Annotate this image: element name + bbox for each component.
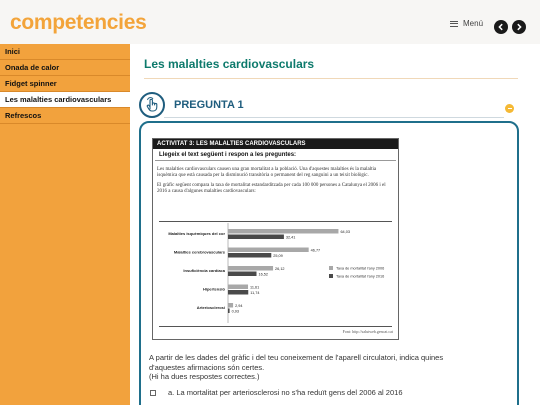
question-text [149,353,504,382]
bar-2016 [228,309,230,314]
chevron-right-icon [515,23,523,31]
bar-2016 [228,290,248,295]
menu-button[interactable] [450,19,483,28]
answer-option-a[interactable] [150,388,403,397]
activity-paragraph-2: El gràfic següent compara la taxa de mortalitat estandarditzada per cada 100 000 persones a Catalunya el 2006 i el 2016 a causa d'algunes malalties cardiovasculars: [157,182,386,194]
question-line-2: d'aquestes afirmacions són certes. [149,362,265,372]
activity-header: ACTIVITAT 3: LES MALALTIES CARDIOVASCULARS [153,139,398,149]
bar-value-label: 25,09 [273,253,283,258]
question-divider [164,117,504,118]
bar-value-label: 0,93 [231,309,239,314]
activity-image [152,138,399,340]
title-divider [144,78,518,79]
answer-checkbox-a[interactable] [150,390,156,396]
mortality-bar-chart [153,219,400,331]
bar-2006 [228,303,233,308]
answer-label-a: a. La mortalitat per arteriosclerosi no s'ha reduït gens del 2006 al 2016 [168,388,403,397]
chevron-left-icon [497,23,505,31]
collapse-toggle[interactable] [505,104,514,113]
bar-value-label: 32,41 [285,235,296,240]
bar-2016 [228,272,256,277]
sidebar-item-refrescos[interactable]: Refrescos [0,108,130,124]
bar-2006 [228,248,309,253]
bar-2016 [228,253,271,258]
sidebar [0,44,130,405]
bar-value-label: 16,52 [258,272,269,277]
sidebar-item-inici[interactable]: Inici [0,44,130,60]
source-credit: Font: http://salutweb.gencat.cat [342,329,393,334]
category-label: Arteriosclerosi [196,305,225,310]
app-logo[interactable]: competencies [10,11,147,34]
category-label: Hipertensió [202,286,225,292]
bar-value-label: 46,77 [310,248,321,253]
sidebar-item-fidget-spinner[interactable]: Fidget spinner [0,76,130,92]
bar-2006 [228,229,338,234]
question-line-3: (Hi ha dues respostes correctes.) [149,372,260,381]
sidebar-item-malalties-cardiovasculars[interactable]: Les malalties cardiovasculars [0,92,130,108]
bar-value-label: 2,94 [235,303,243,308]
bar-2006 [228,285,248,290]
category-label: Malalties isquèmiques del cor [168,231,225,236]
sidebar-item-onada-de-calor[interactable]: Onada de calor [0,60,130,76]
question-line-1: A partir de les dades del gràfic i del teu coneixement de l'aparell circulatori, indica quines [149,353,444,362]
legend-swatch [329,266,333,270]
menu-label: Menú [463,19,484,28]
bar-value-label: 11,61 [250,285,260,290]
top-header [0,0,540,44]
legend-label: Taxa de mortalitat l'any 2016 [336,274,385,279]
bar-value-label: 64,03 [340,229,350,234]
page-title: Les malalties cardiovasculars [144,57,315,71]
chart-bottom-rule [159,326,392,327]
bar-2016 [228,235,284,240]
next-button[interactable] [512,20,526,34]
activity-subheader: Llegeix el text següent i respon a les preguntes: [155,149,396,161]
bar-value-label: 26,12 [275,266,285,271]
hand-pointer-icon [139,92,165,118]
category-label: Malalties cerebrovasculars [173,249,225,255]
legend-label: Taxa de mortalitat l'any 2006 [336,266,385,271]
category-label: Insuficiència cardíaca [183,268,225,273]
hamburger-icon [450,19,458,28]
question-title: PREGUNTA 1 [174,99,244,111]
previous-button[interactable] [494,20,508,34]
activity-paragraph-1: Les malalties cardiovasculars causen una gran mortalitat a la població. Una d'aquestes malalties és la malaltia isquèmica que està causada per la disminució transitòria o permanent del reg sanguini a un teixit biològic. [157,167,377,179]
bar-value-label: 11,74 [250,290,260,295]
legend-swatch [329,274,333,278]
minus-icon [508,108,512,109]
bar-2006 [228,266,273,271]
